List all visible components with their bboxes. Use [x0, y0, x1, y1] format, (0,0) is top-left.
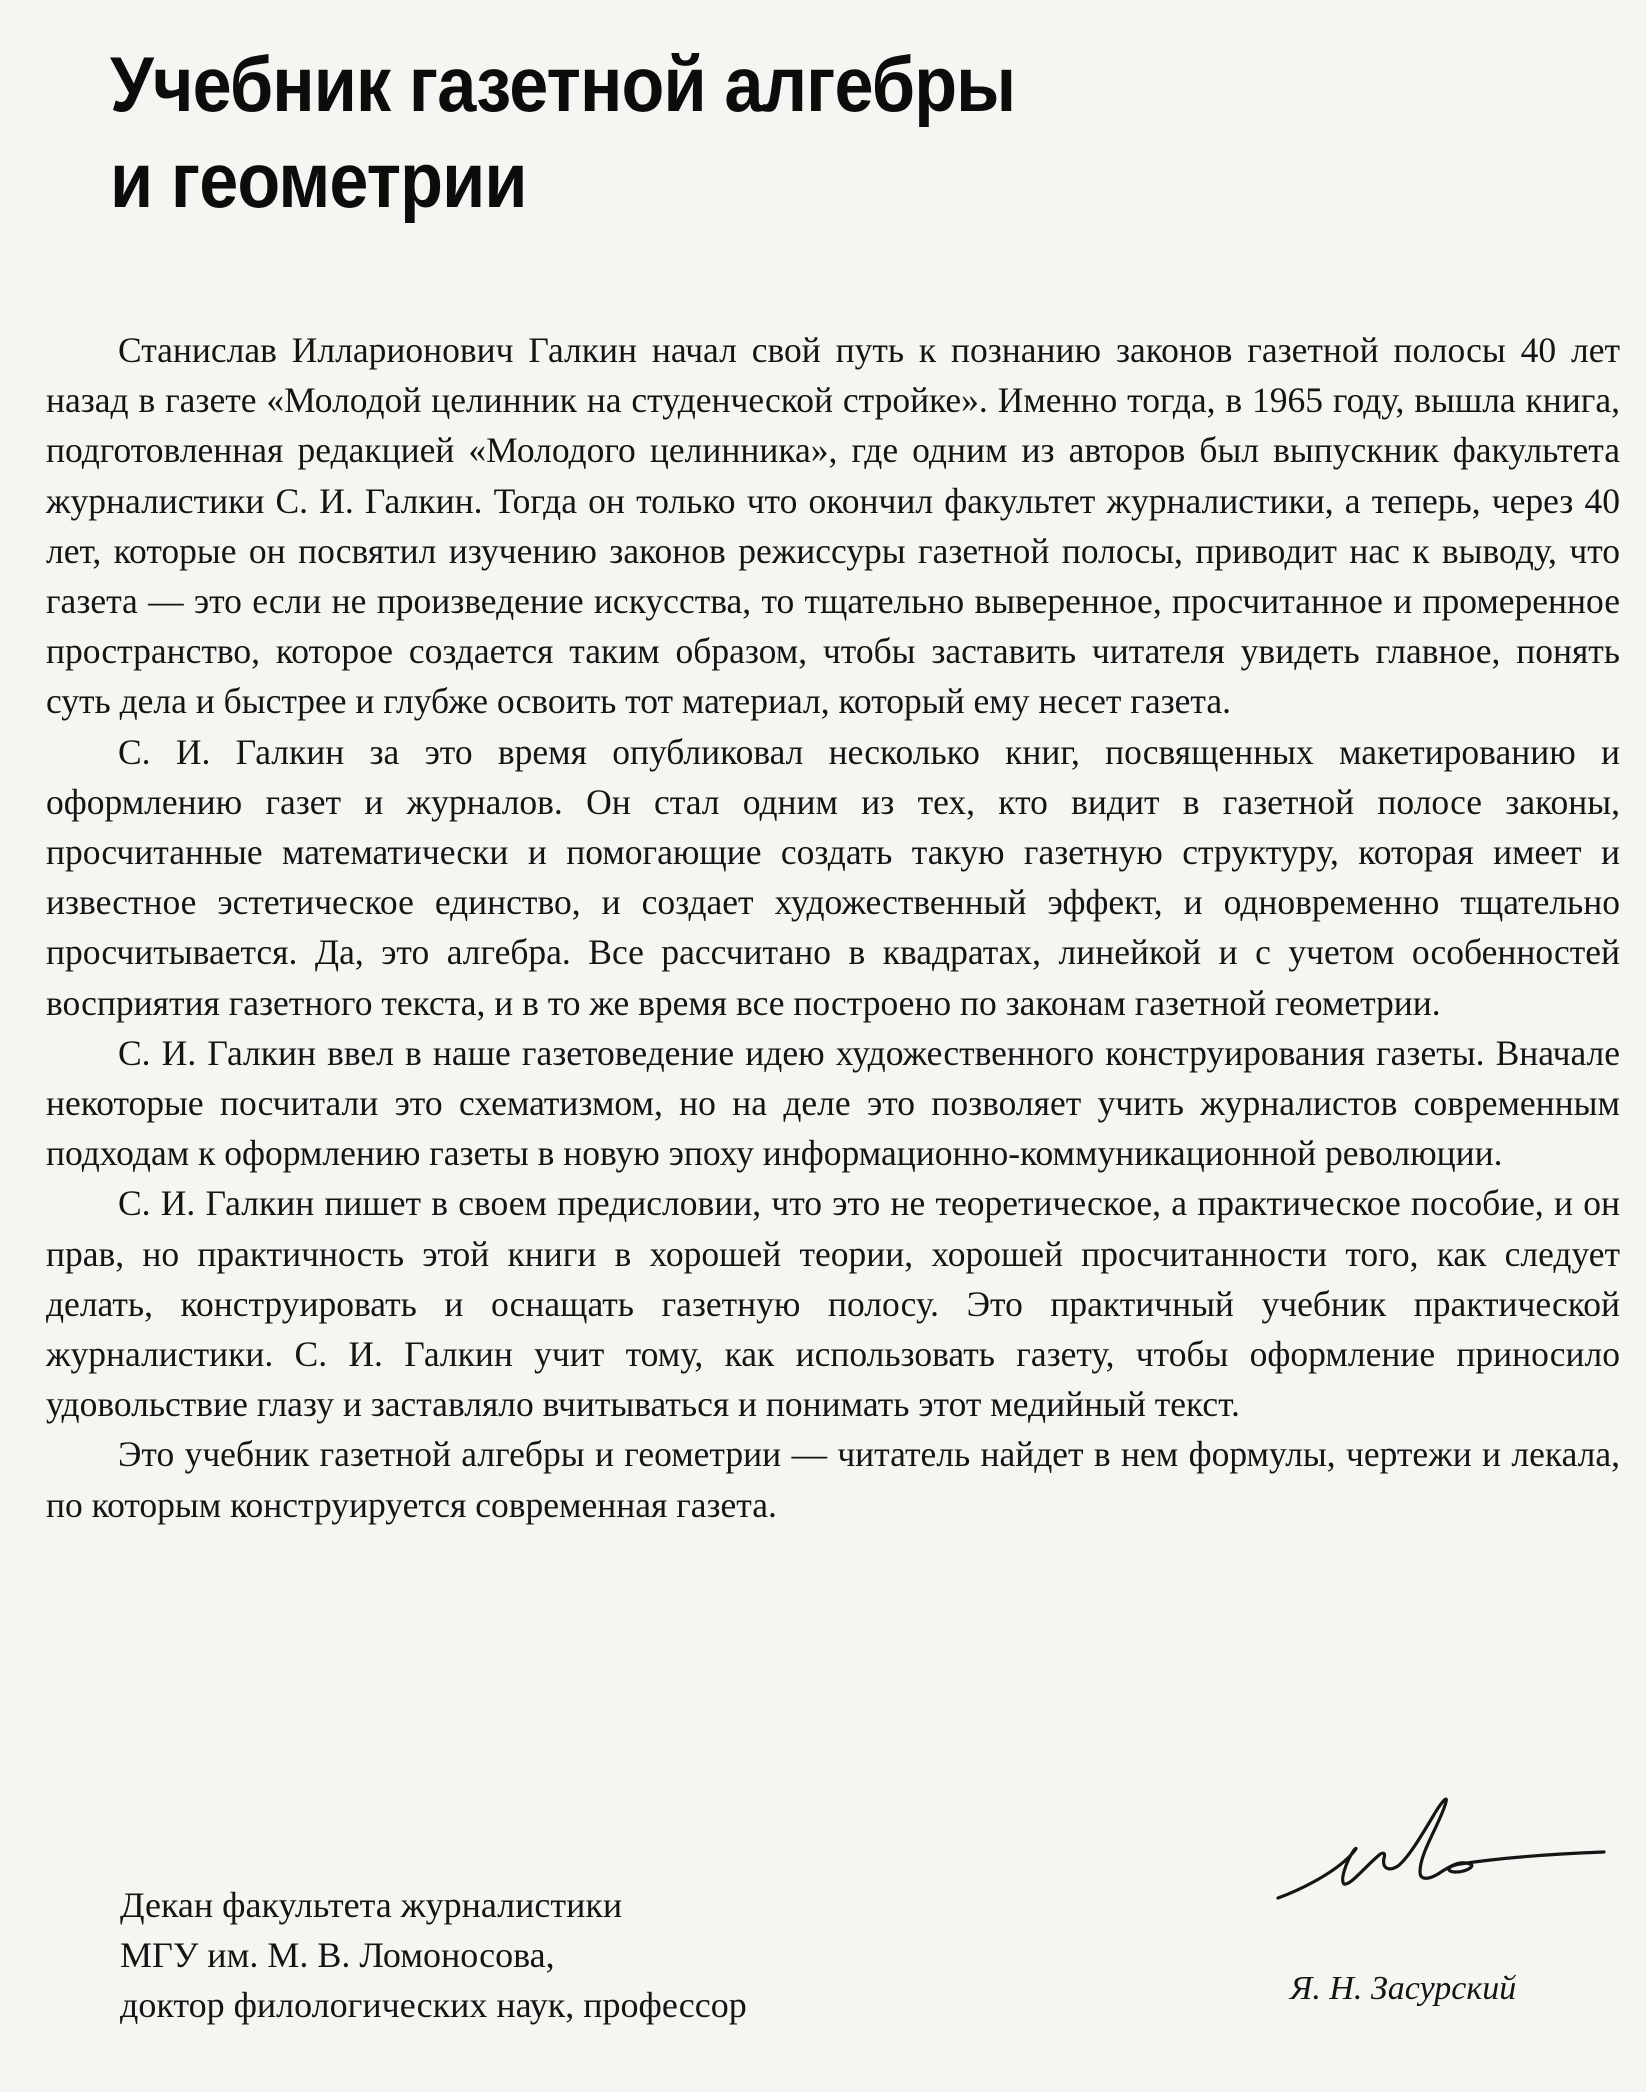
signatory-name: Я. Н. Засурский: [1290, 1970, 1517, 2007]
credential-line-2: МГУ им. М. В. Ломоносова,: [120, 1935, 555, 1975]
credential-line-3: доктор филологических наук, профессор: [120, 1985, 747, 2025]
paragraph-2: С. И. Галкин за это время опубликовал несколько книг, посвященных макетированию и оформлению газет и журналов. Он стал одним из тех, кто видит в газетной полосе законы, просчитанные математически и помогающие создать такую газетную структуру, которая имеет и известное эстетическое единство, и создает художественный эффект, и одновременно тщательно просчитывается. Да, это алгебра. Все рассчитано в квадратах, линейкой и с учетом особенностей восприятия газетного текста, и в то же время все построено по законам газетной геометрии.: [46, 731, 1620, 1023]
paragraph-1: Станислав Илларионович Галкин начал свой путь к познанию законов газетной полосы 40 лет назад в газете «Молодой целинник на студенческой стройке». Именно тогда, в 1965 году, вышла книга, подготовленная редакцией «Молодого целинника», где одним из авторов был выпускник факультета журналистики С. И. Галкин. Тогда он только что окончил факультет журналистики, а теперь, через 40 лет, которые он посвятил изучению законов режиссуры газетной полосы, приводит нас к выводу, что газета — это если не произведение искусства, то тщательно выверенное, просчитанное и промеренное пространство, которое создается таким образом, чтобы заставить читателя увидеть главное, понять суть дела и быстрее и глубже освоить тот материал, который ему несет газета.: [46, 330, 1620, 722]
paragraph-5: Это учебник газетной алгебры и геометрии — читатель найдет в нем формулы, чертежи и лекала, по которым конструируется современная газета.: [46, 1434, 1620, 1525]
paragraph-3: С. И. Галкин ввел в наше газетоведение идею художественного конструирования газеты. Вначале некоторые посчитали это схематизмом, но на деле это позволяет учить журналистов современным подходам к оформлению газеты в новую эпоху информационно-коммуникационной революции.: [46, 1032, 1620, 1174]
title-line-1: Учебник газетной алгебры: [110, 40, 1016, 128]
title-line-2: и геометрии: [110, 136, 527, 224]
handwritten-signature: [1270, 1780, 1610, 1930]
page-title: [110, 36, 1100, 228]
paragraph-4: С. И. Галкин пишет в своем предисловии, что это не теоретическое, а практическое пособие, и он прав, но практичность этой книги в хорошей теории, хорошей просчитанности того, как следует делать, конструировать и оснащать газетную полосу. Это практичный учебник практической журналистики. С. И. Галкин учит тому, как использовать газету, чтобы оформление приносило удовольствие глазу и заставляло вчитываться и понимать этот медийный текст.: [46, 1183, 1620, 1425]
credential-line-1: Декан факультета журналистики: [120, 1885, 623, 1925]
body-text: [46, 325, 1620, 1530]
author-credentials: [120, 1880, 1020, 2030]
